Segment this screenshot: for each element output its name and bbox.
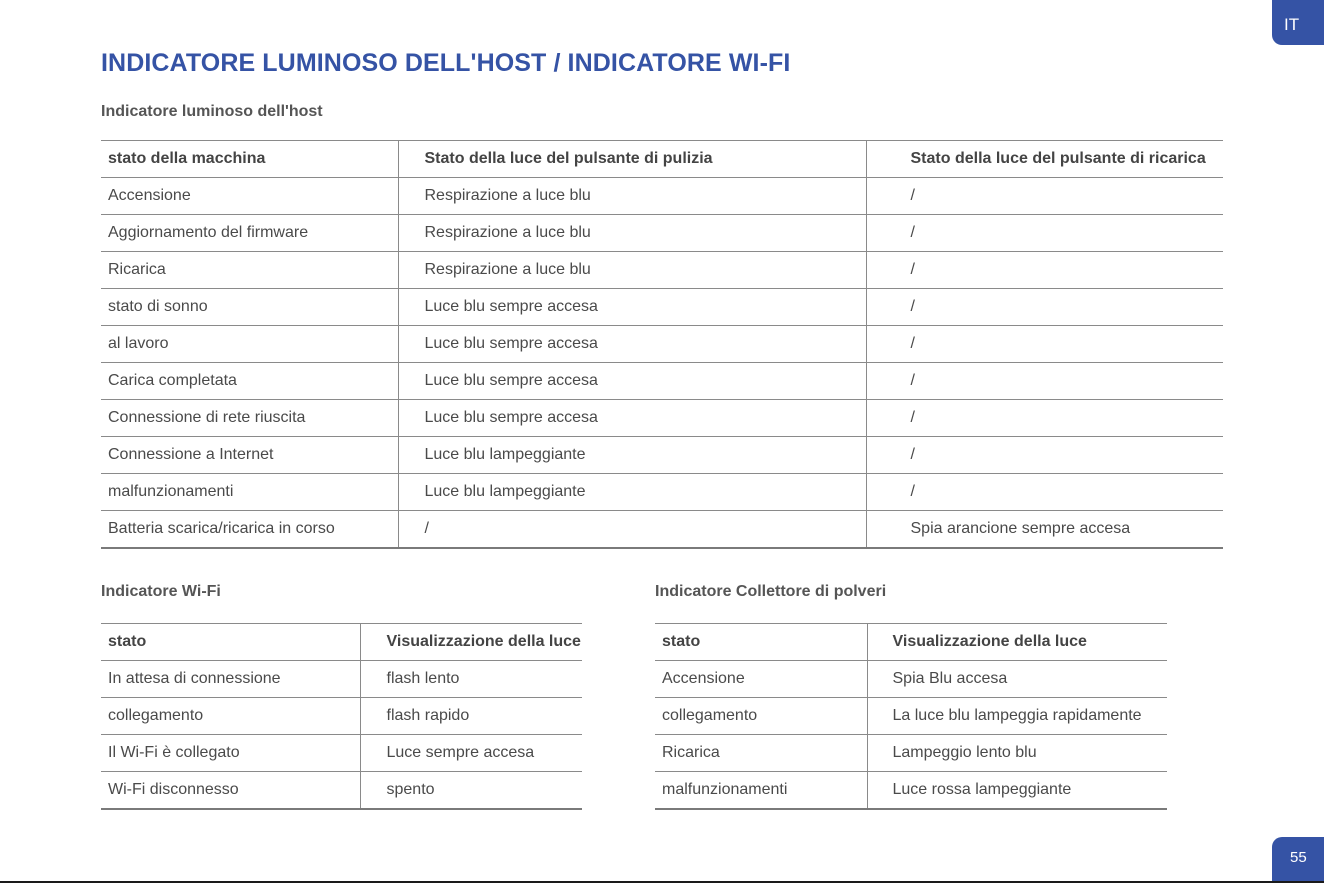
machine-state-cell: Ricarica (101, 252, 398, 289)
charging-button-light-cell: Spia arancione sempre accesa (866, 511, 1223, 549)
table-row (101, 735, 582, 772)
table-header-row (101, 624, 582, 661)
table-row (655, 661, 1167, 698)
table-row (101, 252, 1223, 289)
cleaning-button-light-cell: Luce blu lampeggiante (398, 437, 866, 474)
column-header-light-display: Visualizzazione della luce (867, 624, 1167, 661)
cleaning-button-light-cell: Respirazione a luce blu (398, 252, 866, 289)
table-row (101, 511, 1223, 549)
dust-collector-indicator-table (655, 623, 1167, 810)
state-cell: collegamento (655, 698, 867, 735)
charging-button-light-cell: / (866, 400, 1223, 437)
cleaning-button-light-cell: Respirazione a luce blu (398, 215, 866, 252)
cleaning-button-light-cell: Luce blu sempre accesa (398, 363, 866, 400)
table-row (101, 437, 1223, 474)
state-cell: Wi-Fi disconnesso (101, 772, 360, 810)
cleaning-button-light-cell: Luce blu lampeggiante (398, 474, 866, 511)
dust-collector-section-heading: Indicatore Collettore di polveri (655, 583, 887, 600)
state-cell: In attesa di connessione (101, 661, 360, 698)
state-cell: Il Wi-Fi è collegato (101, 735, 360, 772)
state-cell: collegamento (101, 698, 360, 735)
machine-state-cell: al lavoro (101, 326, 398, 363)
machine-state-cell: stato di sonno (101, 289, 398, 326)
cleaning-button-light-cell: Respirazione a luce blu (398, 178, 866, 215)
column-header-state: stato (655, 624, 867, 661)
charging-button-light-cell: / (866, 363, 1223, 400)
state-cell: malfunzionamenti (655, 772, 867, 810)
language-tab: IT (1272, 0, 1324, 45)
column-header-light-display: Visualizzazione della luce (360, 624, 582, 661)
column-header-state: stato (101, 624, 360, 661)
table-header-row (101, 141, 1223, 178)
page-number: 55 (1272, 837, 1324, 883)
state-cell: Ricarica (655, 735, 867, 772)
machine-state-cell: Carica completata (101, 363, 398, 400)
light-display-cell: Spia Blu accesa (867, 661, 1167, 698)
light-display-cell: Luce rossa lampeggiante (867, 772, 1167, 810)
table-row (101, 661, 582, 698)
table-row (101, 400, 1223, 437)
table-row (101, 772, 582, 810)
host-indicator-table (101, 140, 1223, 549)
table-row (101, 215, 1223, 252)
light-display-cell: flash lento (360, 661, 582, 698)
charging-button-light-cell: / (866, 289, 1223, 326)
cleaning-button-light-cell: / (398, 511, 866, 549)
table-row (101, 363, 1223, 400)
cleaning-button-light-cell: Luce blu sempre accesa (398, 289, 866, 326)
table-header-row (655, 624, 1167, 661)
machine-state-cell: Batteria scarica/ricarica in corso (101, 511, 398, 549)
table-row (655, 772, 1167, 810)
host-section-heading: Indicatore luminoso dell'host (101, 103, 323, 120)
charging-button-light-cell: / (866, 326, 1223, 363)
table-row (655, 698, 1167, 735)
machine-state-cell: Accensione (101, 178, 398, 215)
page-title: INDICATORE LUMINOSO DELL'HOST / INDICATORE WI-FI (101, 49, 791, 77)
table-row (101, 178, 1223, 215)
charging-button-light-cell: / (866, 252, 1223, 289)
machine-state-cell: Connessione di rete riuscita (101, 400, 398, 437)
table-row (101, 289, 1223, 326)
light-display-cell: flash rapido (360, 698, 582, 735)
machine-state-cell: Connessione a Internet (101, 437, 398, 474)
light-display-cell: Luce sempre accesa (360, 735, 582, 772)
cleaning-button-light-cell: Luce blu sempre accesa (398, 326, 866, 363)
wifi-indicator-table (101, 623, 582, 810)
table-row (101, 474, 1223, 511)
charging-button-light-cell: / (866, 178, 1223, 215)
table-row (655, 735, 1167, 772)
column-header-machine-state: stato della macchina (101, 141, 398, 178)
cleaning-button-light-cell: Luce blu sempre accesa (398, 400, 866, 437)
column-header-charging-button-light: Stato della luce del pulsante di ricarica (866, 141, 1223, 178)
machine-state-cell: malfunzionamenti (101, 474, 398, 511)
state-cell: Accensione (655, 661, 867, 698)
machine-state-cell: Aggiornamento del firmware (101, 215, 398, 252)
wifi-section-heading: Indicatore Wi-Fi (101, 583, 221, 600)
table-row (101, 698, 582, 735)
light-display-cell: La luce blu lampeggia rapidamente (867, 698, 1167, 735)
light-display-cell: Lampeggio lento blu (867, 735, 1167, 772)
light-display-cell: spento (360, 772, 582, 810)
charging-button-light-cell: / (866, 437, 1223, 474)
charging-button-light-cell: / (866, 215, 1223, 252)
table-row (101, 326, 1223, 363)
column-header-cleaning-button-light: Stato della luce del pulsante di pulizia (398, 141, 866, 178)
charging-button-light-cell: / (866, 474, 1223, 511)
